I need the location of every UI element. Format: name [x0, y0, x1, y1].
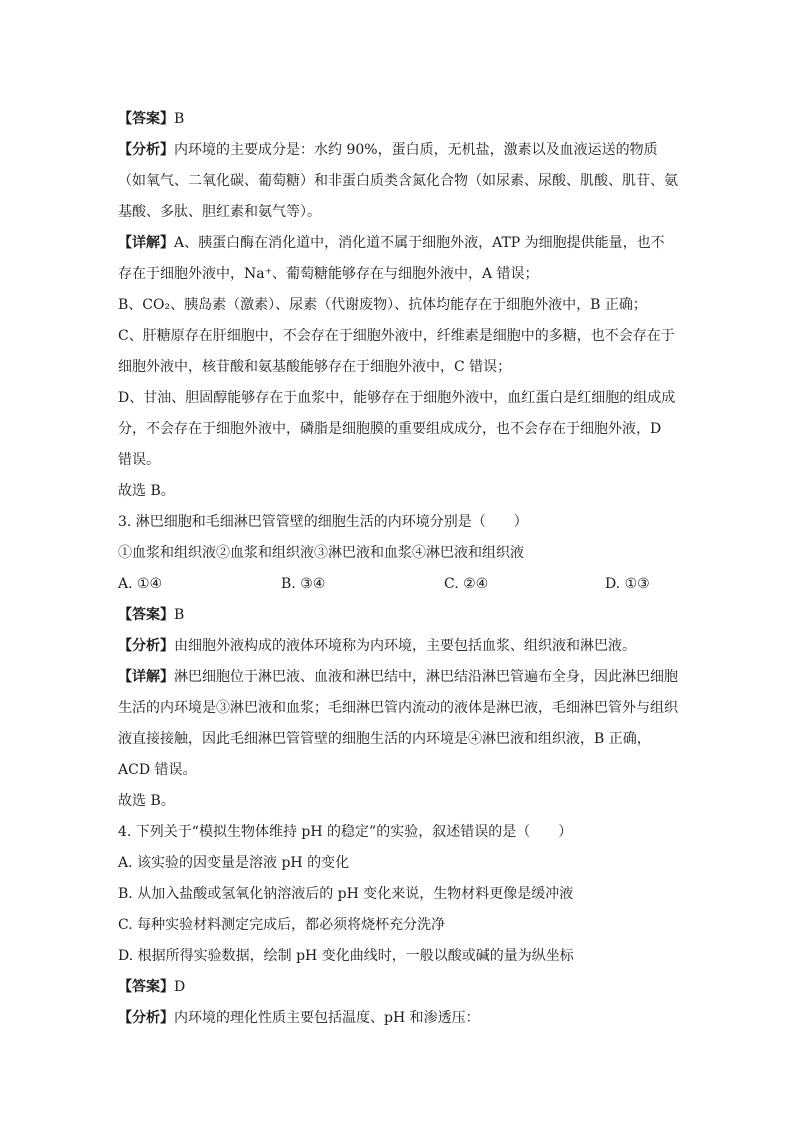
paragraph — [118, 848, 678, 879]
paragraph-text: 淋巴细胞位于淋巴液、血液和淋巴结中，淋巴结沿淋巴管遍布全身，因此淋巴细胞生活的内环境是③淋巴液和血浆；毛细淋巴管内流动的液体是淋巴液，毛细淋巴管外与组织液直接接触，因此毛细淋巴管管壁的细胞生活的内环境是④淋巴液和组织液，B 正确，ACD 错误。 — [118, 669, 678, 778]
labeled-paragraph — [118, 228, 678, 290]
paragraph-text: D、甘油、胆固醇能够存在于血浆中，能够存在于细胞外液中，血红蛋白是红细胞的组成成分，不会存在于细胞外液中，磷脂是细胞膜的重要组成成分，也不会存在于细胞外液，D 错误。 — [118, 390, 676, 468]
paragraph-text: B — [174, 607, 185, 623]
paragraph-text: B、CO₂、胰岛素（激素）、尿素（代谢废物）、抗体均能存在于细胞外液中，B 正确； — [118, 297, 647, 313]
labeled-paragraph — [118, 1003, 678, 1034]
paragraph — [118, 941, 678, 972]
paragraph-text: A. 该实验的因变量是溶液 pH 的变化 — [118, 855, 350, 871]
paragraph — [118, 321, 678, 383]
paragraph-text: A、胰蛋白酶在消化道中，消化道不属于细胞外液，ATP 为细胞提供能量，也不存在于细胞外液中，Na⁺、葡萄糖能够存在与细胞外液中，A 错误； — [118, 235, 665, 282]
paragraph-text: 内环境的理化性质主要包括温度、pH 和渗透压： — [174, 1010, 480, 1026]
labeled-paragraph — [118, 600, 678, 631]
paragraph-text: C. 每种实验材料测定完成后，都必须将烧杯充分洗净 — [118, 917, 446, 933]
labeled-paragraph — [118, 662, 678, 786]
paragraph — [118, 879, 678, 910]
answer-option: A. ①④ — [118, 576, 163, 592]
paragraph — [118, 476, 678, 507]
paragraph — [118, 910, 678, 941]
answer-options — [118, 569, 678, 600]
answer-option: C. ②④ — [444, 576, 489, 592]
paragraph — [118, 383, 678, 476]
paragraph — [118, 290, 678, 321]
section-tag: 【分析】 — [118, 638, 174, 654]
paragraph-text: B. 从加入盐酸或氢氧化钠溶液后的 pH 变化来说，生物材料更像是缓冲液 — [118, 886, 574, 902]
labeled-paragraph — [118, 135, 678, 228]
answer-option: D. ①③ — [605, 576, 650, 592]
paragraph — [118, 786, 678, 817]
section-tag: 【详解】 — [118, 235, 174, 251]
paragraph-text: D. 根据所得实验数据，绘制 pH 变化曲线时，一般以酸或碱的量为纵坐标 — [118, 948, 574, 964]
paragraph-text: 内环境的主要成分是：水约 90%，蛋白质，无机盐，激素以及血液运送的物质（如氧气、二氧化碳、葡萄糖）和非蛋白质类含氮化合物（如尿素、尿酸、肌酸、肌苷、氨基酸、多肽、胆红素和氨气等）。 — [118, 142, 678, 220]
paragraph — [118, 507, 678, 538]
section-tag: 【答案】 — [118, 111, 174, 127]
paragraph-text: 故选 B。 — [118, 483, 175, 499]
paragraph-text: B — [174, 111, 185, 127]
paragraph-text: 3. 淋巴细胞和毛细淋巴管管壁的细胞生活的内环境分别是（ ） — [118, 514, 528, 530]
section-tag: 【答案】 — [118, 607, 174, 623]
section-tag: 【答案】 — [118, 979, 174, 995]
paragraph-text: 故选 B。 — [118, 793, 175, 809]
section-tag: 【详解】 — [118, 669, 174, 685]
labeled-paragraph — [118, 631, 678, 662]
paragraph-text: D — [174, 979, 186, 995]
paragraph — [118, 817, 678, 848]
paragraph — [118, 538, 678, 569]
section-tag: 【分析】 — [118, 1010, 174, 1026]
labeled-paragraph — [118, 104, 678, 135]
section-tag: 【分析】 — [118, 142, 174, 158]
paragraph-text: 4. 下列关于“模拟生物体维持 pH 的稳定”的实验，叙述错误的是（ ） — [118, 824, 573, 840]
paragraph-text: ①血浆和组织液②血浆和组织液③淋巴液和血浆④淋巴液和组织液 — [118, 545, 524, 561]
paragraph-text: 由细胞外液构成的液体环境称为内环境，主要包括血浆、组织液和淋巴液。 — [174, 638, 636, 654]
labeled-paragraph — [118, 972, 678, 1003]
document-body — [118, 104, 678, 1034]
answer-option: B. ③④ — [281, 576, 326, 592]
paragraph-text: C、肝糖原存在肝细胞中，不会存在于细胞外液中，纤维素是细胞中的多糖，也不会存在于细胞外液中，核苷酸和氨基酸能够存在于细胞外液中，C 错误； — [118, 328, 675, 375]
